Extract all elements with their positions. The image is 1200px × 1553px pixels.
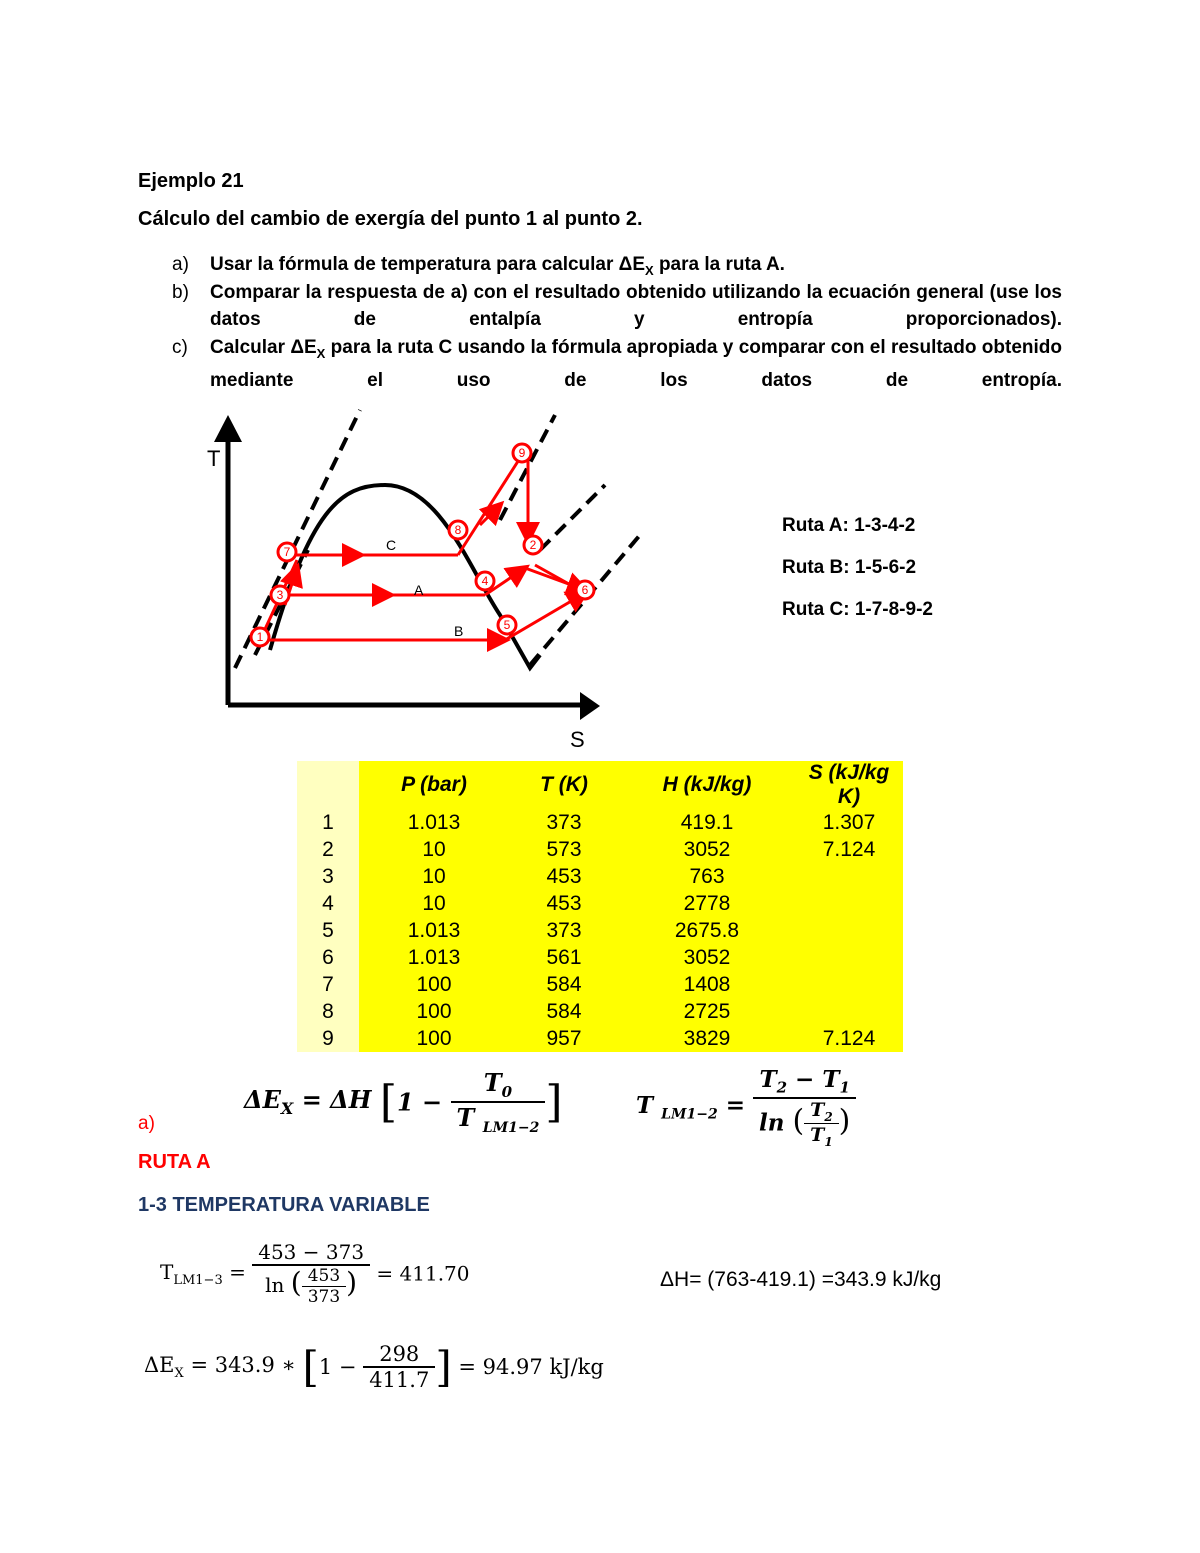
section-heading: 1-3 TEMPERATURA VARIABLE [138, 1194, 430, 1216]
part-a-label: a) [138, 1113, 155, 1134]
path-8-9 [458, 455, 522, 555]
table-header: H (kJ/kg) [619, 761, 795, 809]
table-cell: 1 [297, 809, 359, 836]
example-title: Ejemplo 21 [138, 170, 244, 192]
table-cell: 419.1 [619, 809, 795, 836]
table-cell: 1.013 [359, 944, 509, 971]
table-cell [795, 890, 903, 917]
isobar-mid-right [540, 485, 605, 550]
table-cell: 9 [297, 1025, 359, 1052]
table-header [297, 761, 359, 809]
table-row [297, 917, 903, 944]
s-axis-arrow-icon [580, 692, 600, 720]
table-cell: 3829 [619, 1025, 795, 1052]
table-cell [795, 971, 903, 998]
exergy-result: = 94.97 kJ/kg [458, 1355, 604, 1379]
point-6-label: 6 [581, 583, 589, 597]
table-cell: 7.124 [795, 1025, 903, 1052]
table-cell: 100 [359, 998, 509, 1025]
table-cell: 453 [509, 890, 619, 917]
table-cell: 573 [509, 836, 619, 863]
table-header: S (kJ/kg K) [795, 761, 903, 809]
table-cell: 7.124 [795, 836, 903, 863]
table-row [297, 863, 903, 890]
table-row [297, 944, 903, 971]
table-header-row [297, 761, 903, 809]
table-cell: 100 [359, 1025, 509, 1052]
list-label: b) [172, 282, 189, 303]
table-header: P (bar) [359, 761, 509, 809]
table-cell: 561 [509, 944, 619, 971]
table-cell: 2778 [619, 890, 795, 917]
table-cell: 3 [297, 863, 359, 890]
table-cell: 1.013 [359, 917, 509, 944]
example-subtitle: Cálculo del cambio de exergía del punto 1 al punto 2. [138, 208, 643, 230]
list-text: Calcular $\Delta E_X$ para la ruta C usando la fórmula apropiada y comparar con el resultado obtenido mediante el uso de los datos de entropía. [210, 337, 1062, 391]
table-cell [795, 998, 903, 1025]
point-markers [251, 444, 594, 646]
table-row [297, 809, 903, 836]
table-cell: 1408 [619, 971, 795, 998]
table-cell: 373 [509, 917, 619, 944]
table-cell: 373 [509, 809, 619, 836]
table-cell: 100 [359, 971, 509, 998]
table-cell: 8 [297, 998, 359, 1025]
table-cell: 3052 [619, 944, 795, 971]
t-axis-arrow-icon [214, 415, 242, 442]
table-cell [795, 944, 903, 971]
table-cell: 453 [509, 863, 619, 890]
tlm-calculation: $T_{LM1-3}$ = 453 − 373 ln ( $\frac{453}{373}$ ) = 411.70 [160, 1240, 470, 1307]
table-cell: 7 [297, 971, 359, 998]
exergy-calculation: $\Delta E_X = 343.9$ ∗ [1 − $\frac{298}{411.7}$ ] = 94.97 kJ/kg [144, 1342, 604, 1392]
table-cell: 2675.8 [619, 917, 795, 944]
list-label: a) [172, 254, 189, 275]
list-text: Comparar la respuesta de a) con el resultado obtenido utilizando la ecuación general (use los datos de entalpía y entropía proporcionados). [210, 282, 1062, 330]
table-cell: 10 [359, 863, 509, 890]
table-row [297, 971, 903, 998]
route-c: Ruta C: 1-7-8-9-2 [782, 599, 933, 620]
table-cell: 6 [297, 944, 359, 971]
exergy-formula: $\Delta E_X = \Delta H$ [1 − $\frac{T_0}{T _{LM1-2}}$ ] [244, 1068, 563, 1136]
list-text: Usar la fórmula de temperatura para calcular $\Delta E_X$ para la ruta A. [210, 254, 785, 278]
table-cell: 3052 [619, 836, 795, 863]
table-cell [795, 863, 903, 890]
table-cell: 2 [297, 836, 359, 863]
tlm-numerator: 453 − 373 [252, 1240, 370, 1266]
list-item-b [172, 279, 1062, 333]
point-9-label: 9 [518, 446, 526, 460]
table-cell: 1.013 [359, 809, 509, 836]
point-8-label: 8 [454, 523, 462, 537]
ts-diagram [200, 400, 660, 760]
point-5-label: 5 [503, 618, 511, 632]
list-label: c) [172, 337, 188, 358]
table-row [297, 998, 903, 1025]
table-cell: 584 [509, 971, 619, 998]
tlm-formula: T $_{LM1-2}$ = $T_2 - T_1$ ln ( $\frac{T_2}{T_1}$ ) [636, 1066, 856, 1149]
table-cell: 584 [509, 998, 619, 1025]
t-axis-label: T [207, 446, 221, 471]
path-label-a: A [414, 582, 424, 598]
table-cell: 10 [359, 890, 509, 917]
point-4-label: 4 [481, 574, 489, 588]
table-cell: 2725 [619, 998, 795, 1025]
point-2-label: 2 [529, 538, 537, 552]
table-cell: 4 [297, 890, 359, 917]
point-7-label: 7 [283, 545, 291, 559]
route-a-heading: RUTA A [138, 1151, 211, 1173]
table-cell [795, 917, 903, 944]
enthalpy-change: ΔH= (763-419.1) =343.9 kJ/kg [660, 1268, 942, 1291]
list-item-c [172, 334, 1062, 394]
table-cell: 5 [297, 917, 359, 944]
table-cell: 10 [359, 836, 509, 863]
table-row [297, 890, 903, 917]
s-axis-label: S [570, 727, 585, 752]
point-3-label: 3 [276, 588, 284, 602]
properties-table [297, 761, 903, 1052]
table-cell: 1.307 [795, 809, 903, 836]
table-header: T (K) [509, 761, 619, 809]
tlm-result: = 411.70 [376, 1261, 470, 1286]
path-label-c: C [386, 537, 397, 553]
table-cell: 763 [619, 863, 795, 890]
table-row [297, 836, 903, 863]
path-5-6 [505, 593, 585, 640]
table-row [297, 1025, 903, 1052]
route-b: Ruta B: 1-5-6-2 [782, 557, 917, 578]
point-1-label: 1 [256, 630, 264, 644]
path-label-b: B [454, 623, 464, 639]
table-cell: 957 [509, 1025, 619, 1052]
route-a: Ruta A: 1-3-4-2 [782, 515, 916, 536]
